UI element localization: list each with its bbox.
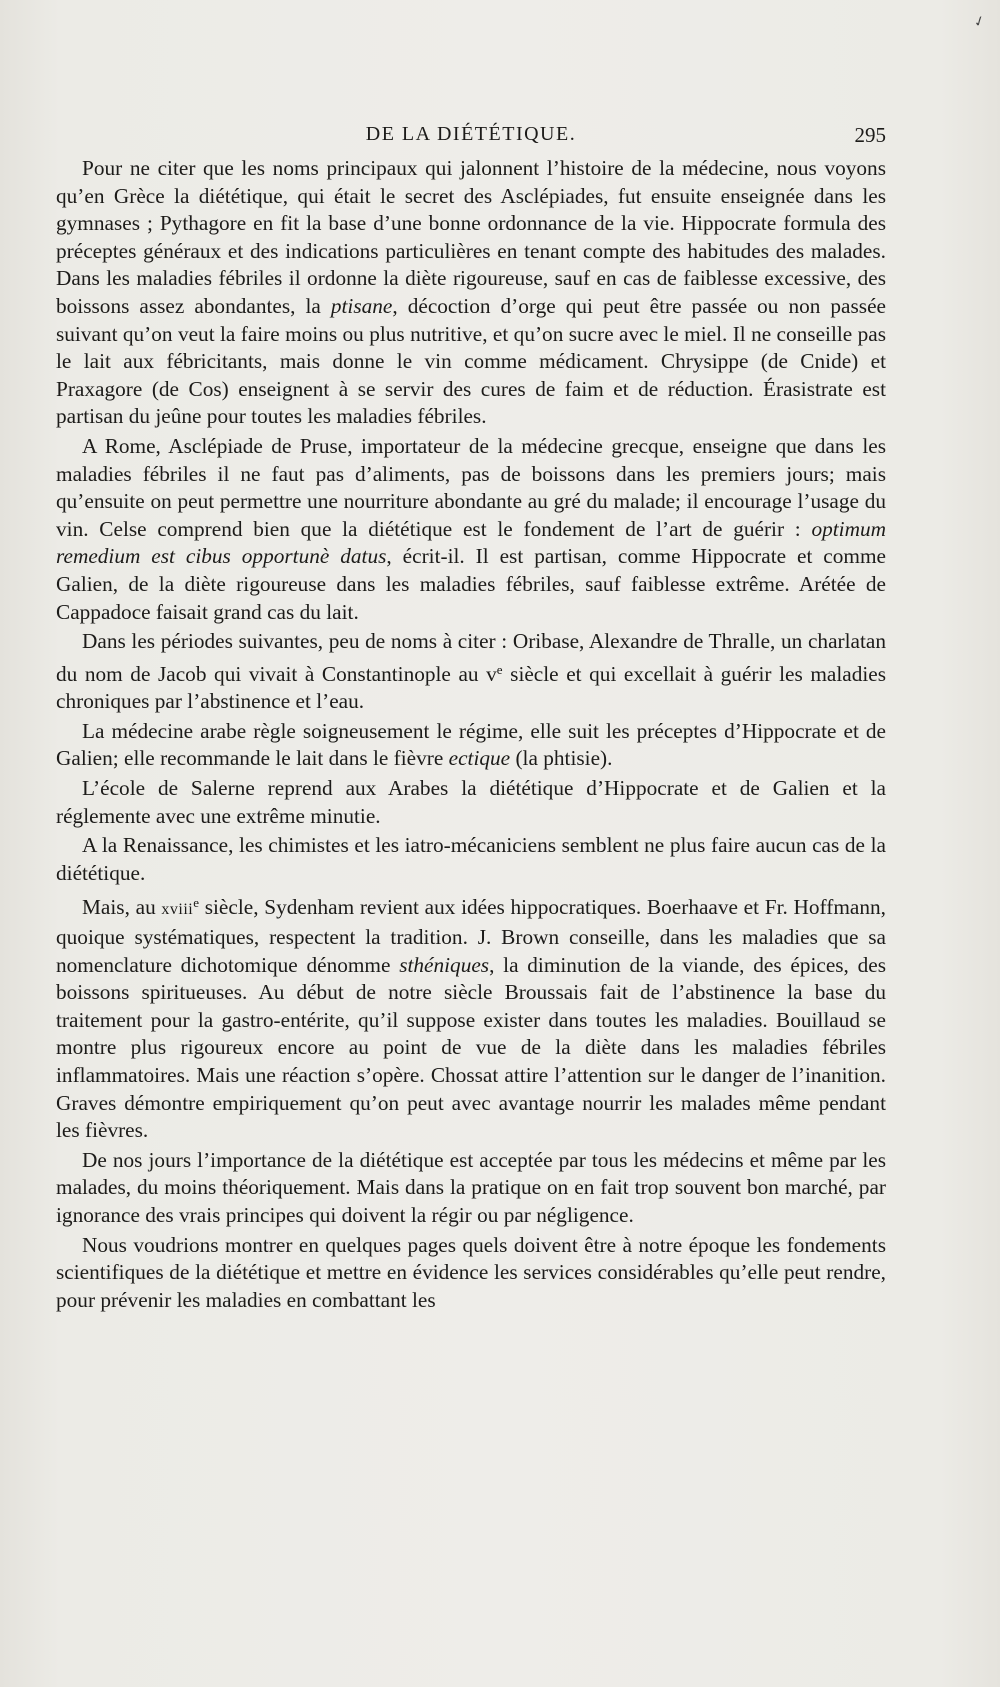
- page-number: 295: [854, 123, 886, 147]
- paragraph-4: La médecine arabe règle soigneusement le régime, elle suit les préceptes d’Hippocrate et de Galien; elle recommande le lait dans le fièvre ectique (la phtisie).: [56, 718, 886, 771]
- century-numeral: xviii: [161, 901, 194, 919]
- superscript: e: [193, 895, 200, 911]
- italic-term: ectique: [448, 746, 511, 771]
- superscript: e: [496, 661, 503, 677]
- paragraph-8: De nos jours l’importance de la diététique est acceptée par tous les médecins et même par les malades, du moins théoriquement. Mais dans la pratique on en fait trop souvent bon marché, par ignorance des vrais principes qui doivent la régir ou par négligence.: [56, 1147, 886, 1227]
- italic-term: ptisane: [330, 293, 393, 318]
- paragraph-9: Nous voudrions montrer en quelques pages quels doivent être à notre époque les fondements scientifiques de la diététique et mettre en évidence les services considérables qu’elle peut rendre, pour prévenir les maladies en combattant les: [56, 1232, 886, 1312]
- paragraph-6: A la Renaissance, les chimistes et les iatro-mécaniciens semblent ne plus faire aucun cas de la diététique.: [56, 833, 886, 885]
- body-text: [56, 155, 886, 1314]
- italic-term: sthéniques: [399, 952, 490, 977]
- running-title: DE LA DIÉTÉTIQUE.: [365, 123, 577, 145]
- latin-quote: optimum remedium est cibus opportunè datus: [56, 516, 886, 569]
- running-head: [56, 123, 886, 149]
- paragraph-2: A Rome, Asclépiade de Pruse, importateur de la médecine grecque, enseigne que dans les maladies fébriles il ne faut pas d’aliments, pas de boissons dans les premiers jours; mais qu’ensuite on peut permettre une nourriture abondante au gré du malade; il encourage l’usage du vin. Celse comprend bien que la diététique est le fondement de l’art de guérir : optimum remedium est cibus opportunè datus, écrit-il. Il est partisan, comme Hippocrate et comme Galien, de la diète rigoureuse dans les maladies fébriles, sauf faiblesse extrême. Arétée de Cappadoce faisait grand cas du lait.: [56, 433, 886, 624]
- paragraph-1: Pour ne citer que les noms principaux qui jalonnent l’histoire de la médecine, nous voyons qu’en Grèce la diététique, qui était le secret des Asclépiades, fut ensuite enseignée dans les gymnases ; Pythagore en fit la base d’une bonne ordonnance de la vie. Hippocrate formula des préceptes généraux et des indications particulières en tenant compte des habitudes des malades. Dans les maladies fébriles il ordonne la diète rigoureuse, sauf en cas de faiblesse excessive, des boissons assez abondantes, la ptisane, décoction d’orge qui peut être passée ou non passée suivant qu’on veut la faire moins ou plus nutritive, et qu’on sucre avec le miel. Il ne conseille pas le lait aux fébricitants, mais donne le vin comme médicament. Chrysippe (de Cnide) et Praxagore (de Cos) enseignent à se servir des cures de faim et de réduction. Érasistrate est partisan du jeûne pour toutes les maladies fébriles.: [56, 156, 886, 429]
- paragraph-7: Mais, au xviii$^e$ siècle, Sydenham revient aux idées hippocratiques. Boerhaave et Fr. Hoffmann, quoique systématiques, respectent la tradition. J. Brown conseille, dans les maladies que sa nomenclature dichotomique dénomme sthéniques, la diminution de la viande, des épices, des boissons spiritueuses. Au début de notre siècle Broussais fait de l’abstinence la base du traitement pour la gastro-entérite, qu’il suppose exister dans toutes les maladies. Bouillaud se montre plus rigoureux encore au point de vue de la diète dans les maladies fébriles inflammatoires. Mais une réaction s’opère. Chossat attire l’attention sur le danger de l’inanition. Graves démontre empiriquement qu’on peut avec avantage nourrir les malades même pendant les fièvres.: [56, 895, 886, 1143]
- corner-mark: ✓: [972, 13, 989, 32]
- paragraph-3: Dans les périodes suivantes, peu de noms à citer : Oribase, Alexandre de Thralle, un charlatan du nom de Jacob qui vivait à Constantinople au $v^e$ siècle et qui excellait à guérir les maladies chroniques par l’abstinence et l’eau.: [56, 629, 887, 714]
- paragraph-5: L’école de Salerne reprend aux Arabes la diététique d’Hippocrate et de Galien et la réglemente avec une extrême minutie.: [56, 776, 886, 828]
